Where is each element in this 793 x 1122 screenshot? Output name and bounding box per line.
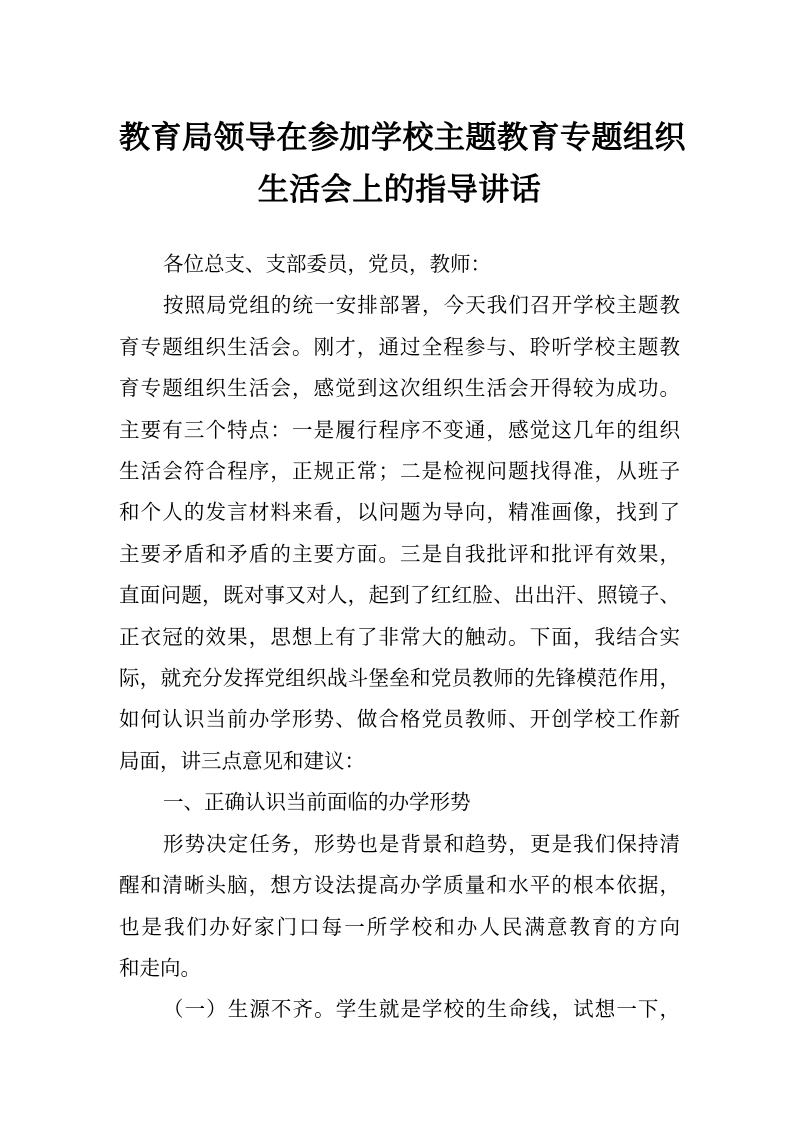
- body-line: （一）生源不齐。学生就是学校的生命线，试想一下，: [163, 997, 680, 1022]
- body-line: 和走向。: [119, 955, 201, 980]
- body-line: 正衣冠的效果，思想上有了非常大的触动。下面，我结合实: [119, 624, 680, 649]
- body-line: 生活会符合程序，正规正常；二是检视问题找得准，从班子: [119, 459, 680, 484]
- document-title: [119, 112, 686, 216]
- body-line: 主要有三个特点：一是履行程序不变通，感觉这几年的组织: [119, 417, 680, 442]
- body-line: 际，就充分发挥党组织战斗堡垒和党员教师的先锋模范作用，: [119, 666, 680, 691]
- title-line: 教育局领导在参加学校主题教育专题组织: [119, 120, 686, 156]
- body-line: 局面，讲三点意见和建议：: [119, 748, 365, 773]
- body-line: 育专题组织生活会，感觉到这次组织生活会开得较为成功。: [119, 376, 680, 401]
- title-line: 生活会上的指导讲话: [257, 172, 542, 208]
- body-line: 和个人的发言材料来看，以问题为导向，精准画像，找到了: [119, 500, 680, 525]
- body-line: 主要矛盾和矛盾的主要方面。三是自我批评和批评有效果，: [119, 541, 680, 566]
- body-line: 各位总支、支部委员，党员，教师：: [163, 252, 491, 276]
- body-line: 如何认识当前办学形势、做合格党员教师、开创学校工作新: [119, 707, 680, 732]
- body-line: 醒和清晰头脑，想方设法提高办学质量和水平的根本依据，: [119, 873, 680, 898]
- body-line: 也是我们办好家门口每一所学校和办人民满意教育的方向: [119, 914, 680, 939]
- body-line: 按照局党组的统一安排部署，今天我们召开学校主题教: [163, 293, 680, 318]
- body-line: 直面问题，既对事又对人，起到了红红脸、出出汗、照镜子、: [119, 583, 680, 608]
- body-line: 一、正确认识当前面临的办学形势: [163, 790, 471, 815]
- body-line: 育专题组织生活会。刚才，通过全程参与、聆听学校主题教: [119, 334, 680, 359]
- document-body: [119, 244, 680, 1031]
- body-line: 形势决定任务，形势也是背景和趋势，更是我们保持清: [163, 831, 680, 856]
